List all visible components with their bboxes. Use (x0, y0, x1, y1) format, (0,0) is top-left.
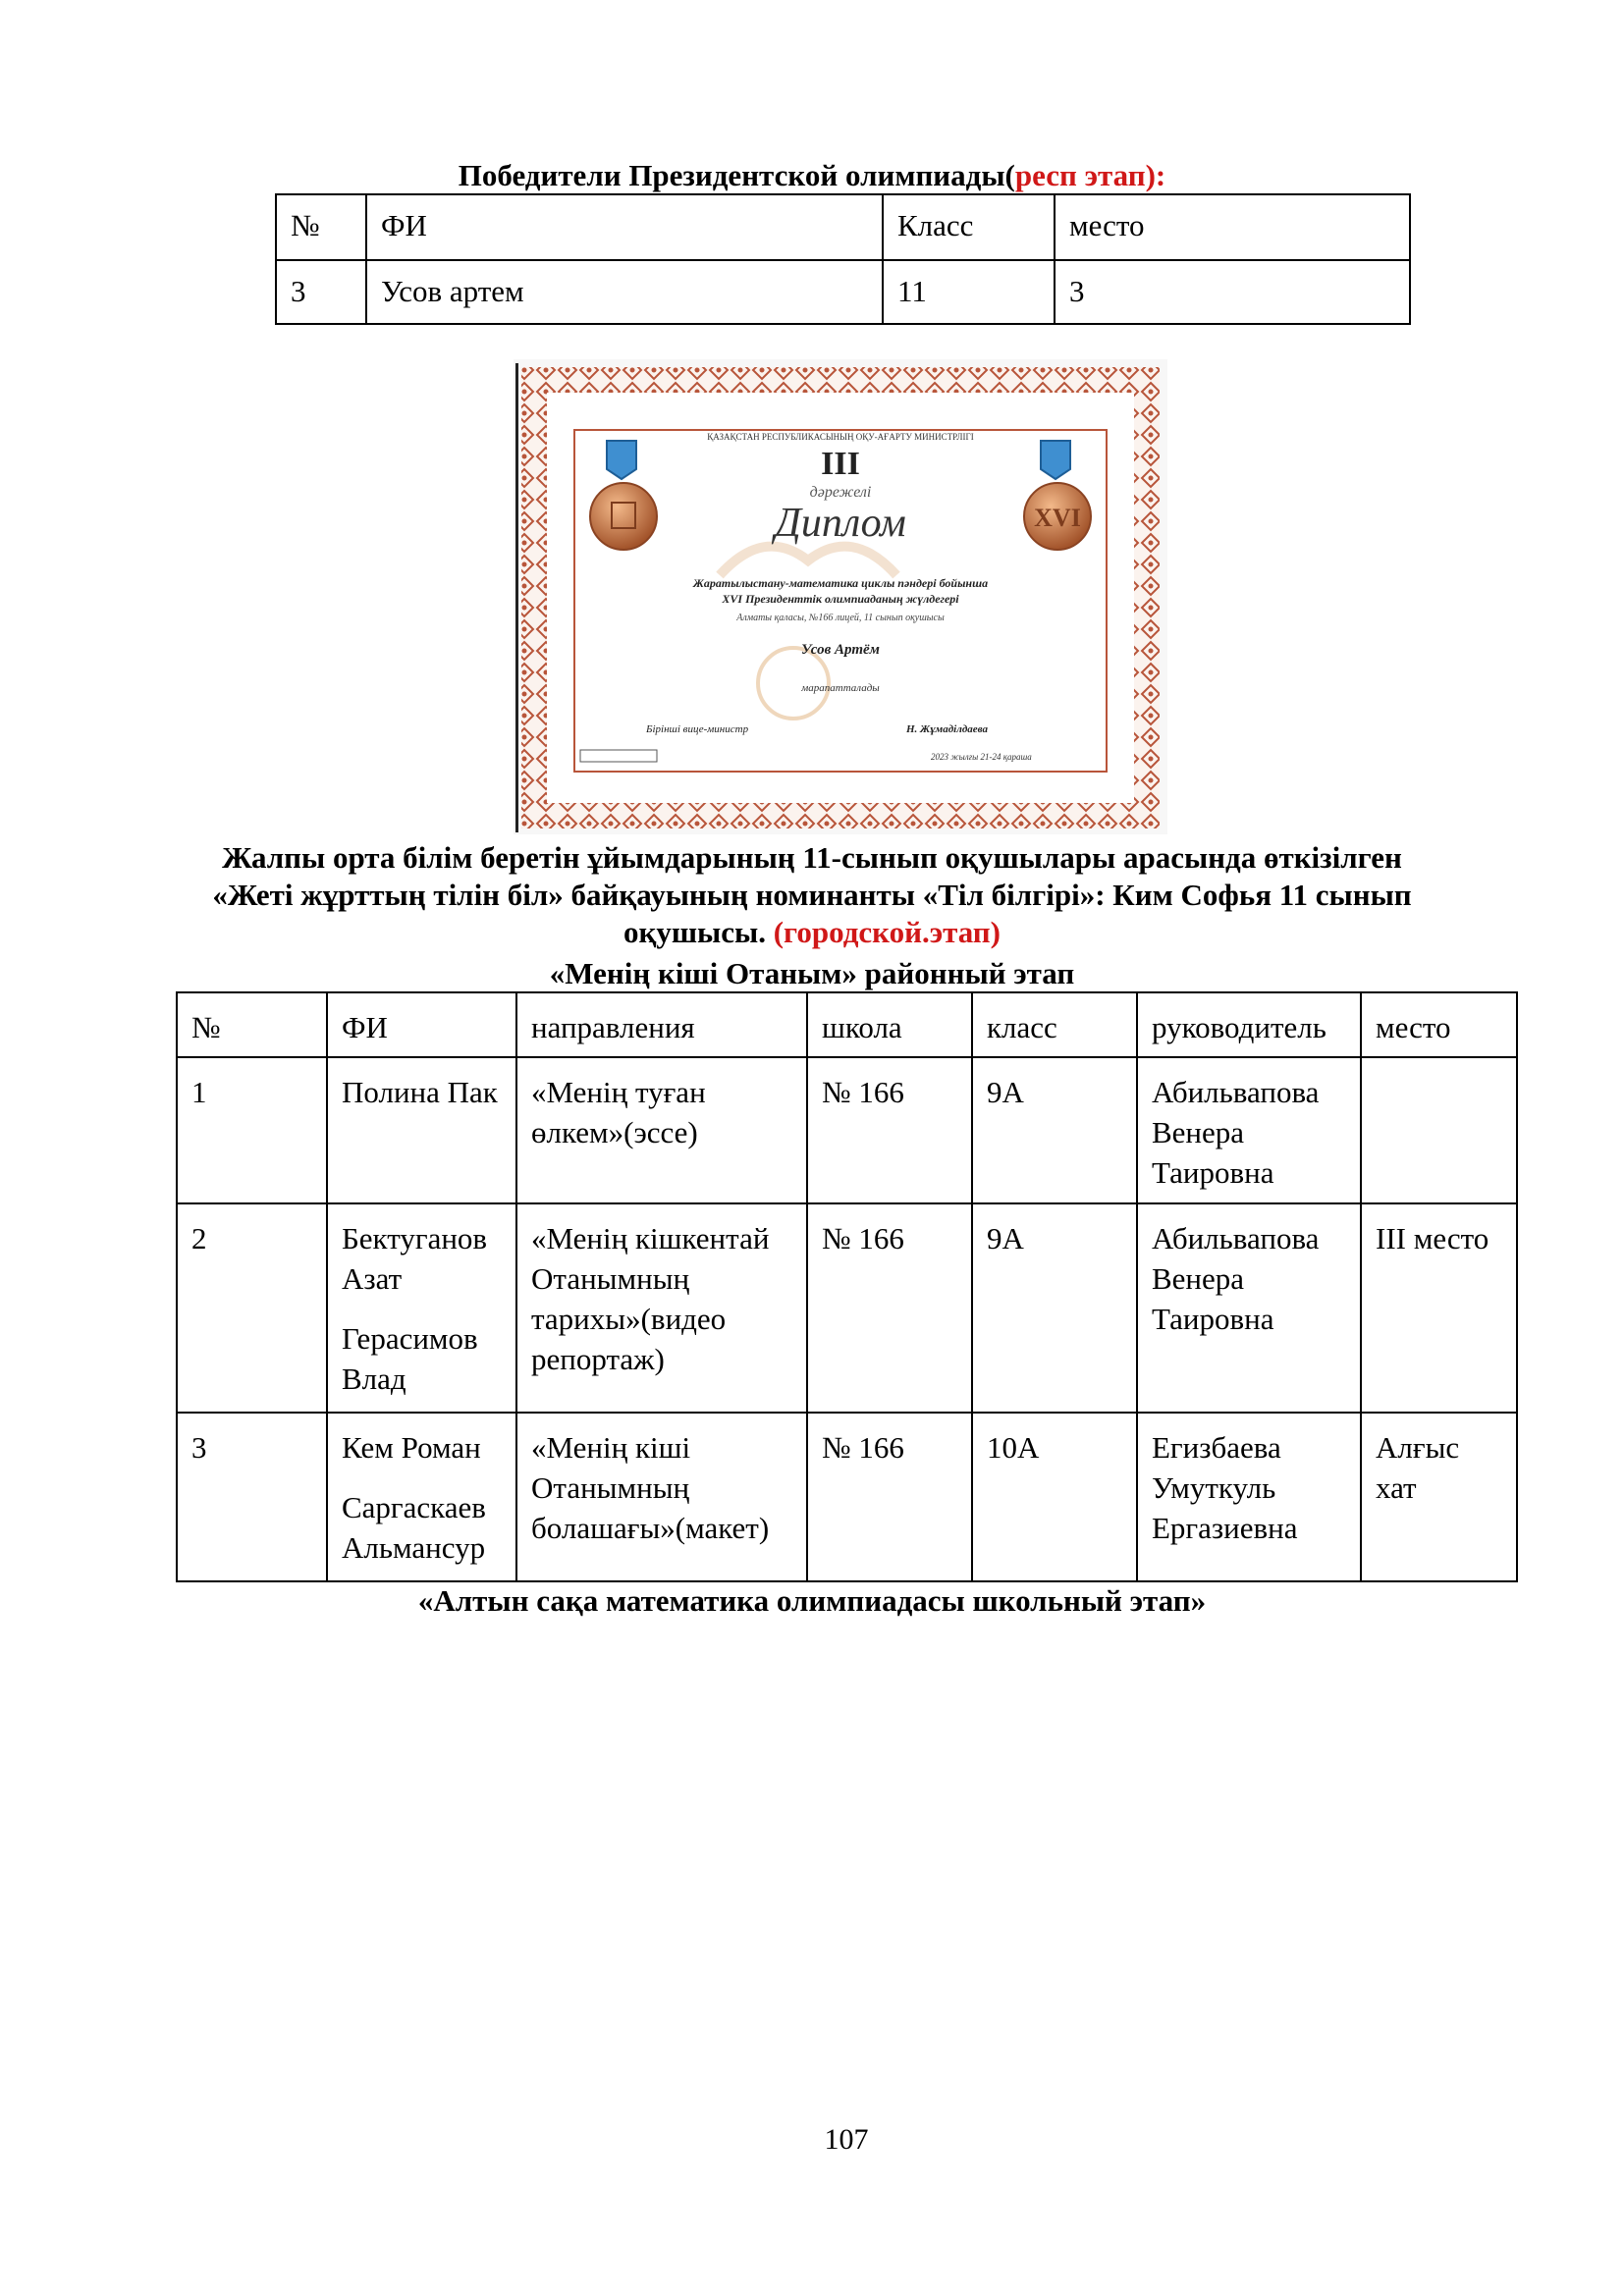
stage-red-text: (городской.этап) (773, 915, 1001, 949)
header-cell: № (276, 194, 366, 260)
header-cell: школа (807, 992, 972, 1057)
diploma-signer-name: Н. Жұмаділдаева (906, 723, 989, 735)
diploma-line1: Жаратылыстану-математика циклы пәндері бойынша (692, 576, 989, 590)
cell-number: 2 (177, 1203, 327, 1413)
cell-class: 9А (972, 1057, 1137, 1203)
header-cell: класс (972, 992, 1137, 1057)
participant-name: Саргаскаев Альмансур (342, 1490, 486, 1565)
olympiad-winners-heading (0, 157, 1624, 194)
header-cell: руководитель (1137, 992, 1361, 1057)
header-cell: ФИ (366, 194, 883, 260)
cell-class: 9А (972, 1203, 1137, 1413)
qr-stamp-icon (580, 750, 657, 762)
heading-red-text: респ этап): (1014, 158, 1166, 192)
participant-name: Герасимов Влад (342, 1321, 478, 1396)
cell-number: 3 (276, 260, 366, 324)
cell-leader: Абильвапова Венера Таировна (1137, 1203, 1361, 1413)
cell-place: Алғыс хат (1361, 1413, 1517, 1581)
header-cell: направления (516, 992, 807, 1057)
cell-name: Усов артем (366, 260, 883, 324)
cell-place: III место (1361, 1203, 1517, 1413)
cell-class: 10А (972, 1413, 1137, 1581)
cell-place (1361, 1057, 1517, 1203)
svg-text:XVI: XVI (1034, 504, 1081, 532)
header-cell: место (1361, 992, 1517, 1057)
table-row (177, 1057, 1517, 1203)
cell-direction: «Менің кіші Отанымның болашағы»(макет) (516, 1413, 807, 1581)
cell-direction: «Менің кішкентай Отанымның тарихы»(видео репортаж) (516, 1203, 807, 1413)
cell-direction: «Менің туған өлкем»(эссе) (516, 1057, 807, 1203)
paragraph-line-1: Жалпы орта білім беретін ұйымдарының 11-сынып оқушылары арасында өткізілген (222, 840, 1402, 875)
diploma-degree-word: дәрежелі (809, 484, 872, 501)
participant-name: Кем Роман (342, 1430, 481, 1465)
paragraph-line-3-text: оқушысы. (623, 915, 774, 949)
table-header-row (177, 992, 1517, 1057)
language-contest-paragraph (147, 839, 1477, 951)
diploma-title: Диплом (775, 501, 906, 546)
diploma-date: 2023 жылғы 21-24 қараша (931, 752, 1032, 762)
cell-number: 1 (177, 1057, 327, 1203)
header-cell: место (1055, 194, 1410, 260)
diploma-image (514, 359, 1167, 834)
homeland-contest-heading: «Менің кіші Отаным» районный этап (549, 956, 1075, 990)
diploma-line3: Алматы қаласы, №166 лицей, 11 сынып оқушысы (736, 613, 945, 623)
cell-names (327, 1203, 516, 1413)
cell-names (327, 1413, 516, 1581)
cell-school: № 166 (807, 1203, 972, 1413)
diploma-ministry-text: ҚАЗАҚСТАН РЕСПУБЛИКАСЫНЫҢ ОҚУ-АҒАРТУ МИНИСТРЛІГІ (707, 432, 974, 442)
cell-names (327, 1057, 516, 1203)
table-row (276, 260, 1410, 324)
cell-leader: Егизбаева Умуткуль Ергазиевна (1137, 1413, 1361, 1581)
page-number: 107 (824, 2123, 869, 2156)
cell-number: 3 (177, 1413, 327, 1581)
cell-school: № 166 (807, 1057, 972, 1203)
participant-name: Полина Пак (342, 1075, 498, 1109)
cell-place: 3 (1055, 260, 1410, 324)
cell-leader: Абильвапова Венера Таировна (1137, 1057, 1361, 1203)
paragraph-line-2: «Жеті жұрттың тілін біл» байқауының номинанты «Тіл білгірі»: Ким Софья 11 сынып (212, 878, 1412, 912)
participant-name: Бектуганов Азат (342, 1221, 488, 1296)
diploma-line2: XVI Президенттік олимпиаданың жүлдегері (722, 592, 959, 606)
header-cell: ФИ (327, 992, 516, 1057)
diploma-degree-text: III (821, 446, 860, 482)
table-row (177, 1413, 1517, 1581)
paragraph-line-3 (147, 914, 1477, 951)
table-row (177, 1203, 1517, 1413)
cell-school: № 166 (807, 1413, 972, 1581)
math-olympiad-heading: «Алтын сақа математика олимпиадасы школьный этап» (417, 1583, 1207, 1618)
heading-main-text: Победители Президентской олимпиады( (458, 158, 1015, 192)
olympiad-winners-table (275, 193, 1411, 325)
diploma-signer-title: Бірінші вице-министр (646, 723, 749, 735)
diploma-recipient: Усов Артём (801, 642, 880, 658)
cell-class: 11 (883, 260, 1055, 324)
homeland-contest-table (176, 991, 1518, 1582)
diploma-awarded: марапатталады (801, 682, 880, 694)
header-cell: Класс (883, 194, 1055, 260)
header-cell: № (177, 992, 327, 1057)
table-header-row (276, 194, 1410, 260)
